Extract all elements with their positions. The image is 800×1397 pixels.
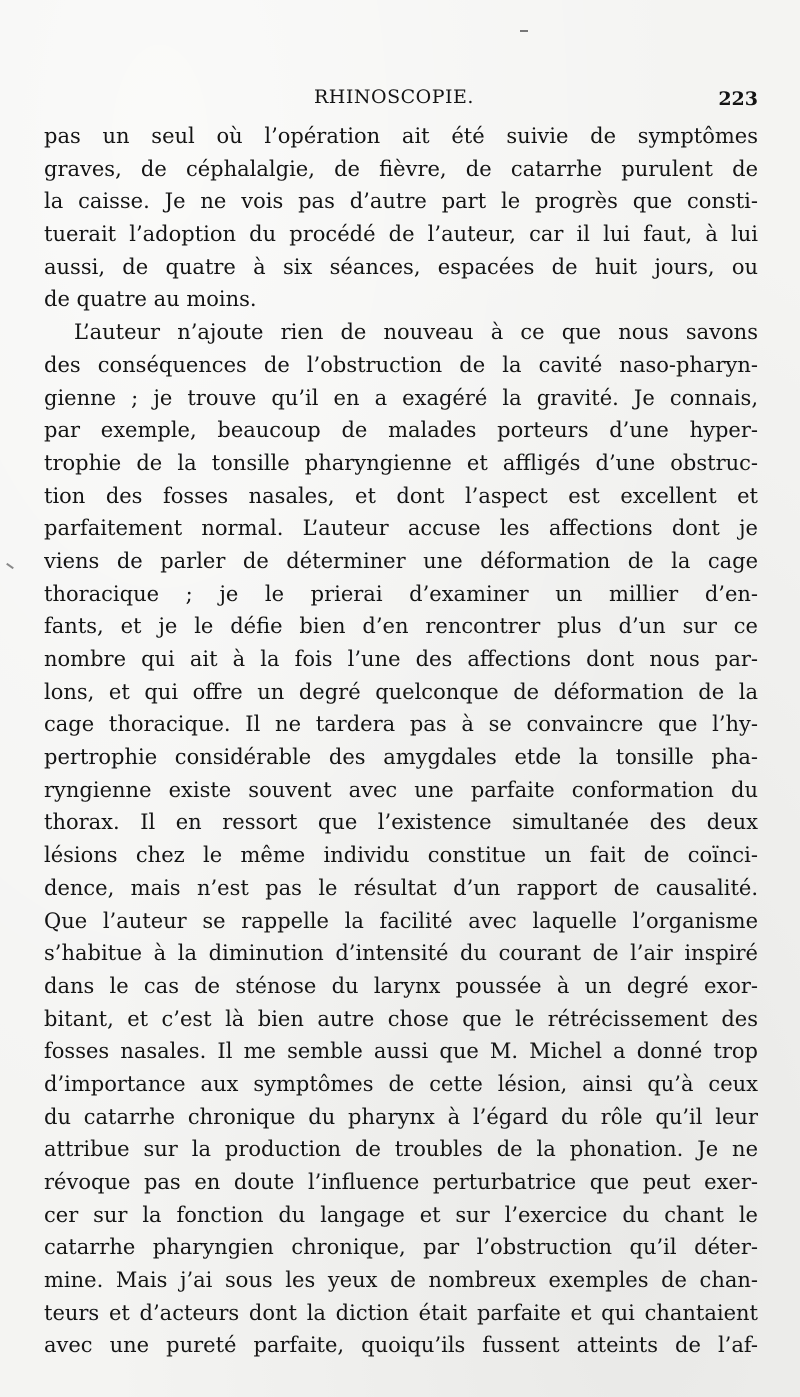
text-line: dans le cas de sténose du larynx poussée à un degré exor- <box>44 973 758 998</box>
text-line: des conséquences de l’obstruction de la cavité naso-pharyn- <box>44 352 758 377</box>
text-line: trophie de la tonsille pharyngienne et affligés d’une obstruc- <box>44 450 758 475</box>
text-line: tuerait l’adoption du procédé de l’auteur, car il lui faut, à lui <box>44 222 758 247</box>
margin-mark <box>6 563 14 569</box>
text-line: pas un seul où l’opération ait été suivie de symptômes <box>44 124 758 148</box>
text-line: s’habitue à la diminution d’intensité du courant de l’air inspiré <box>44 941 758 966</box>
text-line: Que l’auteur se rappelle la facilité avec laquelle l’organisme <box>44 908 758 933</box>
text-line: fants, et je le défie bien d’en rencontrer plus d’un sur ce <box>44 614 758 639</box>
text-line: du catarrhe chronique du pharynx à l’égard du rôle qu’il leur <box>44 1104 758 1129</box>
text-line: dence, mais n’est pas le résultat d’un rapport de causalité. <box>44 875 758 900</box>
text-line: teurs et d’acteurs dont la diction était parfaite et qui chantaient <box>44 1300 758 1325</box>
text-line: par exemple, beaucoup de malades porteurs d’une hyper- <box>44 418 758 443</box>
paragraph-start-line: L’auteur n’ajoute rien de nouveau à ce que nous savons <box>74 320 758 345</box>
text-line: cage thoracique. Il ne tardera pas à se convaincre que l’hy- <box>44 712 758 737</box>
text-line: cer sur la fonction du langage et sur l’exercice du chant le <box>44 1202 758 1227</box>
text-line: attribue sur la production de troubles de la phonation. Je ne <box>44 1137 758 1162</box>
text-line: thorax. Il en ressort que l’existence simultanée des deux <box>44 810 758 835</box>
text-line: révoque pas en doute l’influence perturbatrice que peut exer- <box>44 1170 758 1194</box>
body-text <box>44 120 758 1362</box>
text-line: la caisse. Je ne vois pas d’autre part le progrès que consti- <box>44 189 758 214</box>
paragraph-end-line: de quatre au moins. <box>44 287 257 312</box>
text-line: ryngienne existe souvent avec une parfaite conformation du <box>44 777 758 802</box>
print-mark <box>520 30 528 32</box>
text-line: graves, de céphalalgie, de fièvre, de catarrhe purulent de <box>44 156 758 181</box>
text-line: parfaitement normal. L’auteur accuse les affections dont je <box>44 516 758 541</box>
text-line: pertrophie considérable des amygdales etde la tonsille pha- <box>44 745 758 770</box>
text-line: avec une pureté parfaite, quoiqu’ils fussent atteints de l’af- <box>44 1333 758 1358</box>
text-line: d’importance aux symptômes de cette lésion, ainsi qu’à ceux <box>44 1071 758 1096</box>
text-line: bitant, et c’est là bien autre chose que le rétrécissement des <box>44 1006 758 1031</box>
page-header <box>44 86 760 116</box>
text-line: lons, et qui offre un degré quelconque de déformation de la <box>44 679 758 704</box>
text-line: gienne ; je trouve qu’il en a exagéré la gravité. Je connais, <box>44 385 758 410</box>
running-head: RHINOSCOPIE. <box>314 86 474 108</box>
text-line: mine. Mais j’ai sous les yeux de nombreux exemples de chan- <box>44 1268 758 1293</box>
text-line: fosses nasales. Il me semble aussi que M. Michel a donné trop <box>44 1039 758 1064</box>
text-line: viens de parler de déterminer une déformation de la cage <box>44 548 758 573</box>
page-number: 223 <box>718 88 758 110</box>
text-line: lésions chez le même individu constitue un fait de coïnci- <box>44 843 758 868</box>
text-line: catarrhe pharyngien chronique, par l’obstruction qu’il déter- <box>44 1235 758 1260</box>
text-line: tion des fosses nasales, et dont l’aspect est excellent et <box>44 483 758 508</box>
text-line: aussi, de quatre à six séances, espacées de huit jours, ou <box>44 254 758 279</box>
text-line: thoracique ; je le prierai d’examiner un millier d’en- <box>44 581 758 606</box>
text-line: nombre qui ait à la fois l’une des affections dont nous par- <box>44 647 758 671</box>
